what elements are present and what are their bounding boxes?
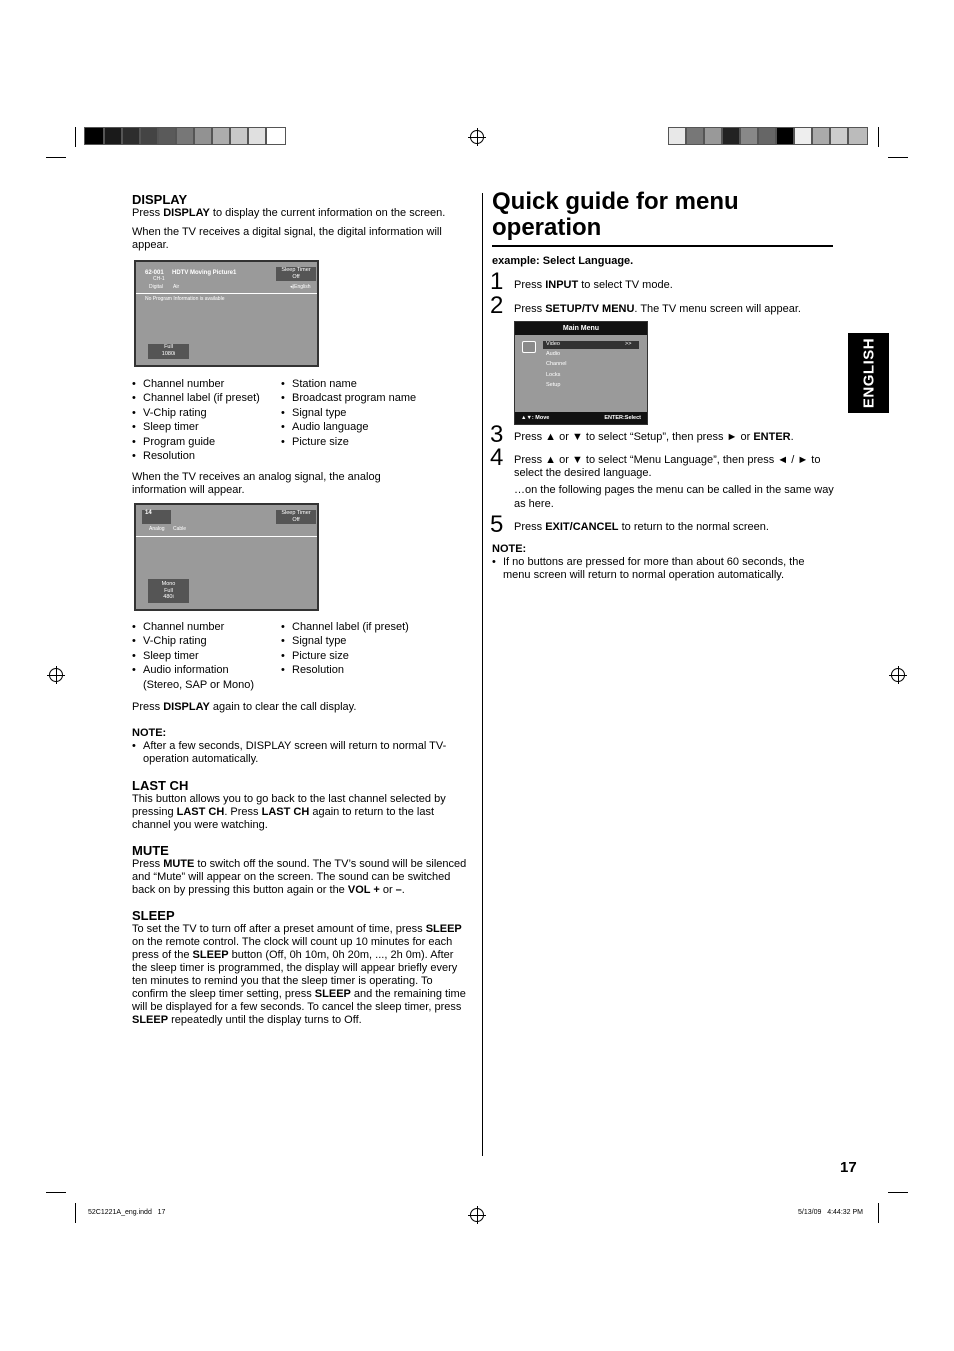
analog-sleep-box — [276, 510, 316, 524]
list-item: • Station name — [281, 377, 471, 391]
analog-intro: When the TV receives an analog signal, the analog information will appear. — [132, 471, 381, 496]
language-tab — [848, 333, 889, 413]
sleep-text: To set the TV to turn off after a preset amount of time, press SLEEP on the remote control. The clock will count up 10 minutes for each press of the SLEEP button (Off, 0h 10m, 0h 20m, ..., 2h 0m). After the sleep timer is programmed, the display will appear briefly every ten minutes to remind you that the sleep timer is operating. To confirm the sleep timer setting, press SLEEP and the remaining time will be displayed for a few seconds. To cancel the sleep timer, press SLEEP repeatedly until the display turns to Off. — [132, 923, 466, 1026]
registration-mark-top — [470, 130, 484, 144]
digital-sleep-label: Sleep Timer — [281, 267, 311, 273]
digital-guide: No Program Information is available — [145, 296, 225, 302]
analog-sleep-label: Sleep Timer — [281, 510, 311, 516]
footer-date: 5/13/09 4:44:32 PM — [798, 1209, 863, 1216]
note-title: NOTE: — [132, 727, 167, 739]
list-item: • Signal type — [281, 406, 471, 420]
list-item: • Program guide — [132, 435, 280, 449]
sleep-section — [132, 908, 470, 1027]
analog-resolution: 480i — [163, 594, 174, 600]
analog-signal: Analog — [149, 526, 165, 532]
display-heading: DISPLAY — [132, 192, 188, 207]
digital-channel-label: CH-1 — [153, 276, 165, 282]
display-again: Press DISPLAY again to clear the call display. — [132, 701, 357, 713]
digital-divider — [136, 293, 317, 294]
analog-channel: 14 — [145, 510, 152, 516]
analog-audio: Mono — [161, 581, 176, 587]
display-note — [132, 727, 470, 766]
page-number: 17 — [840, 1159, 857, 1176]
last-ch-heading: LAST CH — [132, 778, 189, 793]
step-5-number: 5 — [490, 511, 504, 538]
footer-file: 52C1221A_eng.indd 17 — [88, 1209, 166, 1216]
digital-program: HDTV Moving Picture1 — [172, 270, 237, 276]
main-menu-screen — [514, 321, 648, 425]
analog-size-box — [148, 579, 189, 603]
analog-size: Full — [164, 587, 173, 594]
list-item: • Channel label (if preset) — [281, 620, 471, 634]
column-divider — [482, 193, 483, 1156]
last-ch-section — [132, 778, 468, 832]
digital-channel: 62-001 — [145, 270, 164, 276]
menu-title-bar — [515, 322, 647, 335]
list-item: • Channel number — [132, 377, 280, 391]
digital-sleep-value: Off — [292, 273, 300, 280]
list-item: • Resolution — [132, 449, 280, 463]
step-1-text: Press INPUT to select TV mode. — [514, 279, 673, 291]
list-item: • Sleep timer — [132, 649, 280, 663]
tv-icon — [522, 341, 536, 353]
menu-item-setup[interactable]: Setup — [546, 382, 561, 388]
note-text: • After a few seconds, DISPLAY screen will return to normal TV-operation automatically. — [132, 740, 470, 766]
list-item: • Channel label (if preset) — [132, 391, 280, 405]
digital-signal: Digital — [149, 284, 163, 290]
menu-item-channel[interactable]: Channel — [546, 361, 567, 367]
list-item-continuation: (Stereo, SAP or Mono) — [143, 678, 255, 691]
step-3-text: Press ▲ or ▼ to select “Setup”, then press ► or ENTER. — [514, 431, 794, 443]
language-tab-label: ENGLISH — [860, 337, 877, 409]
note-text: • If no buttons are pressed for more than about 60 seconds, the menu screen will return to normal operation automatically. — [492, 556, 832, 582]
registration-mark-left — [49, 668, 63, 682]
menu-item-label: Video — [546, 341, 560, 347]
analog-list-right — [281, 620, 471, 678]
mute-text: Press MUTE to switch off the sound. The TV’s sound will be silenced and “Mute” will appear on the screen. The sound can be switched back on by pressing this button again or the VOL + or –. — [132, 858, 467, 896]
last-ch-text: This button allows you to go back to the last channel selected by pressing LAST CH. Press LAST CH again to return to the last channel you were watching. — [132, 793, 446, 831]
menu-item-locks[interactable]: Locks — [546, 372, 561, 378]
analog-sleep-value: Off — [292, 516, 300, 523]
step-2-text: Press SETUP/TV MENU. The TV menu screen will appear. — [514, 303, 801, 315]
note-title: NOTE: — [492, 543, 527, 555]
analog-source: Cable — [173, 526, 187, 532]
step-5-text: Press EXIT/CANCEL to return to the normal screen. — [514, 521, 769, 533]
list-item: • Resolution — [281, 663, 471, 677]
list-item: • Audio language — [281, 420, 471, 434]
step-3-number: 3 — [490, 421, 504, 448]
registration-mark-bottom — [470, 1208, 484, 1222]
list-item: • Broadcast program name — [281, 391, 471, 405]
quick-guide-title-line2: operation — [492, 214, 602, 241]
menu-item-arrow: >> — [625, 341, 632, 347]
registration-mark-right — [891, 668, 905, 682]
mute-heading: MUTE — [132, 843, 169, 858]
menu-footer-select: ENTER:Select — [604, 415, 641, 421]
sleep-heading: SLEEP — [132, 908, 175, 923]
list-item: • Signal type — [281, 634, 471, 648]
digital-resolution: 1080i — [161, 350, 176, 357]
step-4-number: 4 — [490, 444, 504, 471]
menu-footer-move: ▲▼: Move — [521, 415, 550, 421]
list-item: • Channel number — [132, 620, 280, 634]
digital-intro: When the TV receives a digital signal, the digital information will appear. — [132, 226, 442, 251]
step-4-text: Press ▲ or ▼ to select “Menu Language”, then press ◄ / ► to select the desired language. — [514, 454, 821, 479]
list-item: • Picture size — [281, 649, 471, 663]
display-intro: Press DISPLAY to display the current information on the screen. — [132, 207, 446, 219]
quick-guide-title-line1: Quick guide for menu — [492, 188, 739, 215]
step-2-number: 2 — [490, 292, 504, 319]
analog-list-left — [132, 620, 280, 692]
list-item: • V-Chip rating — [132, 406, 280, 420]
mute-section — [132, 843, 468, 897]
menu-footer-bar — [515, 412, 647, 424]
digital-size: Full — [164, 344, 173, 350]
list-item: • Sleep timer — [132, 420, 280, 434]
quick-guide-title — [492, 189, 833, 247]
digital-sleep-box — [276, 267, 316, 281]
analog-divider — [136, 536, 317, 537]
analog-channel-box — [142, 510, 171, 524]
digital-list-right — [281, 377, 471, 449]
list-item: • V-Chip rating — [132, 634, 280, 648]
example-label: example: Select Language. — [492, 255, 634, 267]
list-item: • Audio information — [132, 663, 280, 677]
digital-list-left — [132, 377, 280, 463]
digital-info-screen — [134, 260, 319, 367]
digital-size-box — [148, 344, 189, 359]
analog-info-screen — [134, 503, 319, 611]
digital-audio: ◂)English — [290, 284, 311, 290]
menu-title: Main Menu — [562, 325, 600, 332]
step-4-extra: …on the following pages the menu can be called in the same way as here. — [514, 484, 834, 510]
display-section — [132, 192, 470, 252]
menu-item-audio[interactable]: Audio — [546, 351, 561, 357]
digital-source: Air — [173, 284, 180, 290]
step-1-number: 1 — [490, 268, 504, 295]
list-item: • Picture size — [281, 435, 471, 449]
quick-note — [492, 543, 832, 582]
